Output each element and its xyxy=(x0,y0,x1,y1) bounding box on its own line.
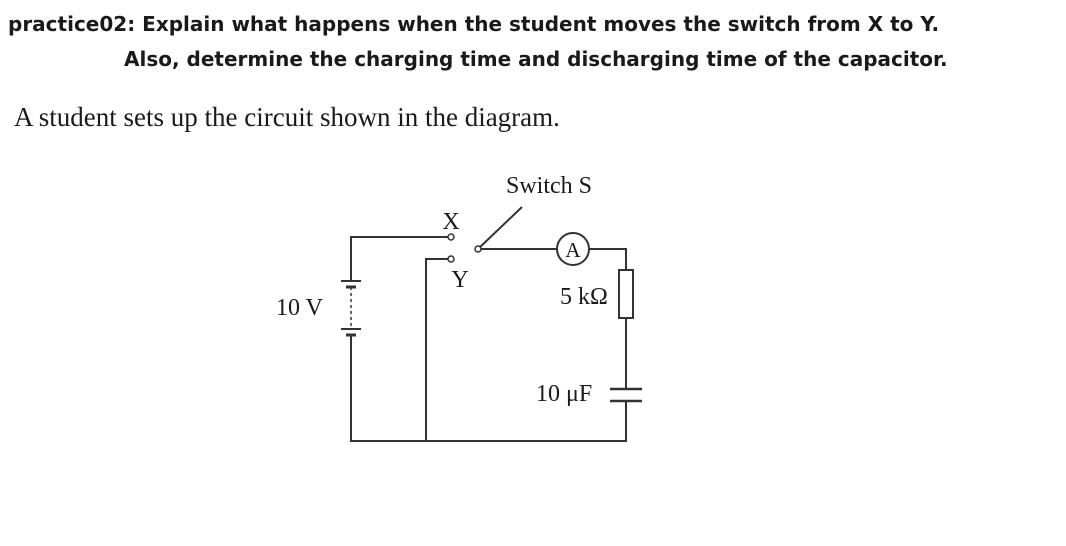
battery-label: 10 V xyxy=(276,295,323,321)
question-line-2: Also, determine the charging time and discharging time of the capacitor. xyxy=(124,47,948,71)
wire-y-to-bottom xyxy=(426,259,451,441)
battery-icon xyxy=(341,281,361,335)
switch-label: Switch S xyxy=(506,173,593,199)
terminal-x-label: X xyxy=(442,209,460,235)
resistor-label: 5 kΩ xyxy=(560,284,608,310)
question-line-1: practice02: Explain what happens when the student moves the switch from X to Y. xyxy=(8,12,940,36)
terminal-y-contact xyxy=(448,256,454,262)
terminal-y-label: Y xyxy=(451,267,469,293)
wires xyxy=(351,237,626,441)
wire-ammeter-to-resistor xyxy=(589,249,626,270)
switch-blade xyxy=(478,207,522,249)
capacitor-label: 10 μF xyxy=(536,381,593,407)
ammeter-label: A xyxy=(565,238,581,262)
intro-text: A student sets up the circuit shown in the diagram. xyxy=(14,102,560,132)
resistor-icon xyxy=(619,270,633,318)
switch-pivot xyxy=(475,246,481,252)
